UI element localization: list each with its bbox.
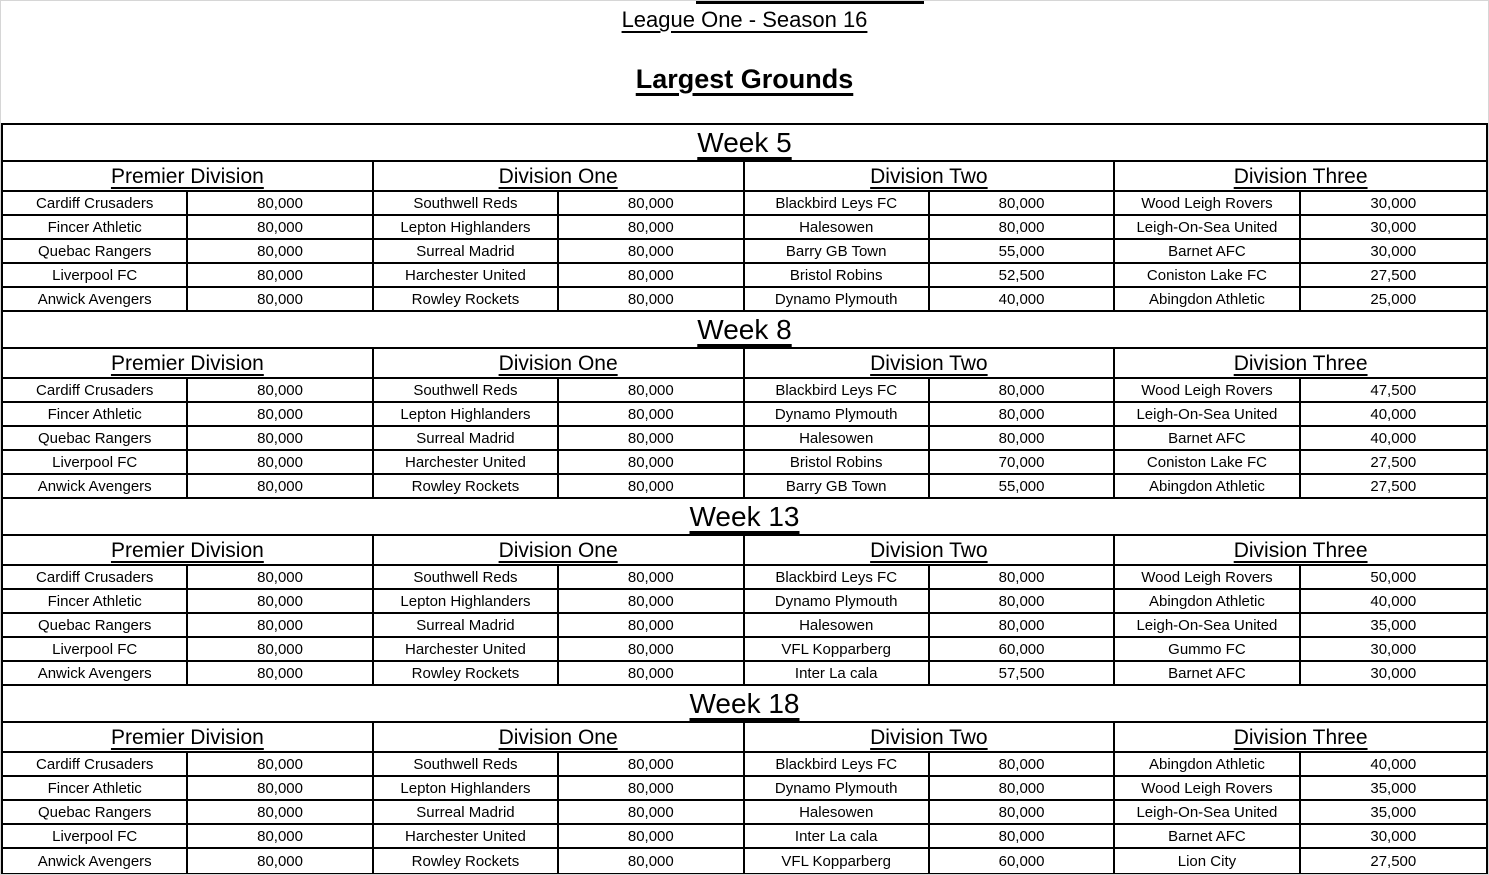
team-name-cell: Surreal Madrid — [374, 614, 559, 638]
capacity-cell: 80,000 — [188, 475, 373, 499]
team-name-cell: Halesowen — [745, 216, 930, 240]
team-name-cell: Abingdon Athletic — [1115, 475, 1300, 499]
week-section — [3, 499, 1486, 686]
team-name-cell: Leigh-On-Sea United — [1115, 216, 1300, 240]
division-header-cell — [374, 536, 745, 564]
division-header-cell — [1115, 349, 1486, 377]
capacity-cell: 80,000 — [188, 825, 373, 849]
division-header-row — [3, 162, 1486, 192]
division-header-label: Premier Division — [110, 351, 264, 375]
capacity-cell: 80,000 — [188, 240, 373, 264]
table-row — [3, 662, 1486, 686]
team-name-cell: Barnet AFC — [1115, 427, 1300, 451]
team-name-cell: Surreal Madrid — [374, 427, 559, 451]
table-row — [3, 192, 1486, 216]
capacity-cell: 27,500 — [1301, 264, 1486, 288]
division-header-cell — [374, 162, 745, 190]
division-header-label: Division One — [498, 164, 618, 188]
team-name-cell: Cardiff Crusaders — [3, 379, 188, 403]
capacity-cell: 70,000 — [930, 451, 1115, 475]
team-name-cell: Surreal Madrid — [374, 240, 559, 264]
clipped-content-artifact — [696, 1, 924, 4]
team-name-cell: Cardiff Crusaders — [3, 192, 188, 216]
team-name-cell: Blackbird Leys FC — [745, 753, 930, 777]
capacity-cell: 47,500 — [1301, 379, 1486, 403]
report-header — [1, 1, 1488, 123]
capacity-cell: 40,000 — [1301, 403, 1486, 427]
capacity-cell: 80,000 — [559, 801, 744, 825]
capacity-cell: 80,000 — [930, 216, 1115, 240]
capacity-cell: 30,000 — [1301, 825, 1486, 849]
week-title: Week 8 — [697, 313, 792, 345]
capacity-cell: 60,000 — [930, 849, 1115, 873]
team-name-cell: Halesowen — [745, 427, 930, 451]
team-name-cell: Dynamo Plymouth — [745, 777, 930, 801]
team-name-cell: Coniston Lake FC — [1115, 264, 1300, 288]
team-name-cell: Dynamo Plymouth — [745, 403, 930, 427]
team-name-cell: Blackbird Leys FC — [745, 192, 930, 216]
table-row — [3, 216, 1486, 240]
team-name-cell: Barnet AFC — [1115, 240, 1300, 264]
table-row — [3, 403, 1486, 427]
table-row — [3, 801, 1486, 825]
capacity-cell: 80,000 — [188, 662, 373, 686]
team-name-cell: Barnet AFC — [1115, 825, 1300, 849]
capacity-cell: 80,000 — [559, 638, 744, 662]
team-name-cell: Quebac Rangers — [3, 427, 188, 451]
division-header-cell — [745, 162, 1116, 190]
table-row — [3, 590, 1486, 614]
table-row — [3, 288, 1486, 312]
week-title-row — [3, 312, 1486, 349]
division-header-cell — [374, 723, 745, 751]
division-header-label: Division Three — [1233, 351, 1368, 375]
division-header-row — [3, 349, 1486, 379]
division-header-row — [3, 723, 1486, 753]
capacity-cell: 57,500 — [930, 662, 1115, 686]
capacity-cell: 80,000 — [930, 777, 1115, 801]
division-header-cell — [1115, 723, 1486, 751]
capacity-cell: 80,000 — [559, 475, 744, 499]
capacity-cell: 80,000 — [930, 753, 1115, 777]
team-name-cell: Wood Leigh Rovers — [1115, 379, 1300, 403]
capacity-cell: 35,000 — [1301, 614, 1486, 638]
week-title: Week 18 — [689, 687, 800, 719]
division-header-cell — [745, 536, 1116, 564]
capacity-cell: 80,000 — [559, 216, 744, 240]
team-name-cell: Southwell Reds — [374, 566, 559, 590]
team-name-cell: Harchester United — [374, 451, 559, 475]
capacity-cell: 80,000 — [188, 192, 373, 216]
capacity-cell: 80,000 — [188, 288, 373, 312]
team-name-cell: Anwick Avengers — [3, 288, 188, 312]
week-title: Week 13 — [689, 500, 800, 532]
division-header-row — [3, 536, 1486, 566]
team-name-cell: Wood Leigh Rovers — [1115, 192, 1300, 216]
table-row — [3, 427, 1486, 451]
division-header-cell — [745, 349, 1116, 377]
capacity-cell: 27,500 — [1301, 451, 1486, 475]
week-section — [3, 125, 1486, 312]
division-header-cell — [3, 723, 374, 751]
division-header-label: Division One — [498, 725, 618, 749]
team-name-cell: Dynamo Plymouth — [745, 288, 930, 312]
capacity-cell: 80,000 — [188, 403, 373, 427]
division-header-cell — [1115, 162, 1486, 190]
capacity-cell: 80,000 — [188, 264, 373, 288]
table-row — [3, 753, 1486, 777]
capacity-cell: 80,000 — [930, 427, 1115, 451]
capacity-cell: 30,000 — [1301, 192, 1486, 216]
team-name-cell: Lepton Highlanders — [374, 777, 559, 801]
capacity-cell: 80,000 — [930, 801, 1115, 825]
team-name-cell: VFL Kopparberg — [745, 849, 930, 873]
capacity-cell: 80,000 — [559, 777, 744, 801]
division-header-label: Division Two — [870, 538, 988, 562]
team-name-cell: Southwell Reds — [374, 753, 559, 777]
team-name-cell: Harchester United — [374, 638, 559, 662]
team-name-cell: Barry GB Town — [745, 240, 930, 264]
table-row — [3, 777, 1486, 801]
capacity-cell: 80,000 — [188, 753, 373, 777]
team-name-cell: Wood Leigh Rovers — [1115, 566, 1300, 590]
capacity-cell: 80,000 — [559, 566, 744, 590]
capacity-cell: 80,000 — [188, 801, 373, 825]
division-header-label: Division Two — [870, 351, 988, 375]
team-name-cell: Quebac Rangers — [3, 614, 188, 638]
week-title-row — [3, 499, 1486, 536]
team-name-cell: Leigh-On-Sea United — [1115, 801, 1300, 825]
team-name-cell: Quebac Rangers — [3, 240, 188, 264]
table-row — [3, 264, 1486, 288]
team-name-cell: Rowley Rockets — [374, 662, 559, 686]
team-name-cell: Abingdon Athletic — [1115, 590, 1300, 614]
capacity-cell: 80,000 — [188, 451, 373, 475]
capacity-cell: 80,000 — [559, 614, 744, 638]
team-name-cell: Fincer Athletic — [3, 403, 188, 427]
capacity-cell: 80,000 — [930, 379, 1115, 403]
team-name-cell: Anwick Avengers — [3, 662, 188, 686]
capacity-cell: 80,000 — [930, 825, 1115, 849]
division-header-cell — [374, 349, 745, 377]
capacity-cell: 25,000 — [1301, 288, 1486, 312]
division-header-label: Division Two — [870, 725, 988, 749]
table-row — [3, 475, 1486, 499]
capacity-cell: 80,000 — [559, 849, 744, 873]
capacity-cell: 30,000 — [1301, 662, 1486, 686]
capacity-cell: 80,000 — [559, 753, 744, 777]
team-name-cell: Rowley Rockets — [374, 849, 559, 873]
capacity-cell: 80,000 — [930, 614, 1115, 638]
capacity-cell: 30,000 — [1301, 638, 1486, 662]
capacity-cell: 80,000 — [559, 288, 744, 312]
team-name-cell: Inter La cala — [745, 662, 930, 686]
capacity-cell: 80,000 — [188, 379, 373, 403]
team-name-cell: Blackbird Leys FC — [745, 379, 930, 403]
team-name-cell: Quebac Rangers — [3, 801, 188, 825]
team-name-cell: Lepton Highlanders — [374, 216, 559, 240]
team-name-cell: Fincer Athletic — [3, 216, 188, 240]
capacity-cell: 27,500 — [1370, 852, 1417, 870]
team-name-cell: Wood Leigh Rovers — [1115, 777, 1300, 801]
team-name-cell: Southwell Reds — [374, 192, 559, 216]
capacity-cell: 30,000 — [1301, 240, 1486, 264]
capacity-cell: 40,000 — [930, 288, 1115, 312]
table-row — [3, 566, 1486, 590]
team-name-cell: Blackbird Leys FC — [745, 566, 930, 590]
capacity-cell: 80,000 — [559, 825, 744, 849]
team-name-cell: Leigh-On-Sea United — [1115, 403, 1300, 427]
table-row — [3, 240, 1486, 264]
page-title: League One - Season 16 — [621, 7, 868, 32]
capacity-cell: 80,000 — [188, 216, 373, 240]
table-row — [3, 825, 1486, 849]
team-name-cell: Barry GB Town — [745, 475, 930, 499]
team-name-cell: Liverpool FC — [3, 451, 188, 475]
table-row — [3, 849, 1486, 873]
team-name-cell: Lepton Highlanders — [374, 403, 559, 427]
team-name-cell: Rowley Rockets — [374, 288, 559, 312]
team-name-cell: Fincer Athletic — [3, 590, 188, 614]
capacity-cell: 50,000 — [1301, 566, 1486, 590]
team-name-cell: Bristol Robins — [745, 451, 930, 475]
team-name-cell: Liverpool FC — [3, 825, 188, 849]
capacity-cell: 55,000 — [930, 475, 1115, 499]
capacity-cell: 60,000 — [930, 638, 1115, 662]
capacity-cell: 40,000 — [1301, 753, 1486, 777]
team-name-cell: Dynamo Plymouth — [745, 590, 930, 614]
capacity-cell: 35,000 — [1301, 801, 1486, 825]
capacity-cell: 80,000 — [188, 614, 373, 638]
capacity-cell: 80,000 — [188, 590, 373, 614]
week-title: Week 5 — [697, 126, 792, 158]
division-header-label: Division One — [498, 538, 618, 562]
team-name-cell: Barnet AFC — [1115, 662, 1300, 686]
division-header-label: Division Three — [1233, 538, 1368, 562]
team-name-cell: Lepton Highlanders — [374, 590, 559, 614]
team-name-cell: Abingdon Athletic — [1115, 288, 1300, 312]
capacity-cell: 80,000 — [559, 264, 744, 288]
division-header-label: Division One — [498, 351, 618, 375]
capacity-cell: 30,000 — [1301, 216, 1486, 240]
team-name-cell: Surreal Madrid — [374, 801, 559, 825]
team-name-cell: Lion City — [1115, 849, 1300, 873]
team-name-cell: Halesowen — [745, 614, 930, 638]
division-header-label: Division Three — [1233, 164, 1368, 188]
team-name-cell: Liverpool FC — [3, 638, 188, 662]
week-title-row — [3, 125, 1486, 162]
capacity-cell: 80,000 — [930, 192, 1115, 216]
team-name-cell: Fincer Athletic — [3, 777, 188, 801]
capacity-cell: 40,000 — [1301, 427, 1486, 451]
team-name-cell: Gummo FC — [1115, 638, 1300, 662]
team-name-cell: Cardiff Crusaders — [3, 566, 188, 590]
division-header-label: Division Two — [870, 164, 988, 188]
team-name-cell: Bristol Robins — [745, 264, 930, 288]
team-name-cell: Harchester United — [374, 264, 559, 288]
capacity-cell: 80,000 — [559, 379, 744, 403]
capacity-cell: 80,000 — [559, 662, 744, 686]
division-header-cell — [1115, 536, 1486, 564]
grounds-report-table — [1, 123, 1488, 875]
team-name-cell: Rowley Rockets — [374, 475, 559, 499]
division-header-cell — [3, 536, 374, 564]
capacity-cell: 40,000 — [1301, 590, 1486, 614]
team-name-cell: Inter La cala — [745, 825, 930, 849]
capacity-cell: 80,000 — [559, 403, 744, 427]
team-name-cell: Cardiff Crusaders — [3, 753, 188, 777]
team-name-cell: Southwell Reds — [374, 379, 559, 403]
division-header-cell — [745, 723, 1116, 751]
division-header-cell — [3, 349, 374, 377]
team-name-cell: Coniston Lake FC — [1115, 451, 1300, 475]
table-row — [3, 451, 1486, 475]
week-section — [3, 686, 1486, 873]
team-name-cell: VFL Kopparberg — [745, 638, 930, 662]
capacity-cell: 80,000 — [559, 451, 744, 475]
team-name-cell: Halesowen — [745, 801, 930, 825]
team-name-cell: Abingdon Athletic — [1115, 753, 1300, 777]
capacity-cell: 55,000 — [930, 240, 1115, 264]
capacity-cell: 80,000 — [188, 638, 373, 662]
division-header-label: Division Three — [1233, 725, 1368, 749]
capacity-cell: 52,500 — [930, 264, 1115, 288]
capacity-cell: 80,000 — [188, 427, 373, 451]
division-header-label: Premier Division — [110, 164, 264, 188]
capacity-cell: 35,000 — [1301, 777, 1486, 801]
team-name-cell: Anwick Avengers — [3, 849, 188, 873]
week-section — [3, 312, 1486, 499]
table-row — [3, 614, 1486, 638]
division-header-label: Premier Division — [110, 725, 264, 749]
capacity-cell: 80,000 — [559, 590, 744, 614]
capacity-cell: 80,000 — [930, 403, 1115, 427]
table-row — [3, 638, 1486, 662]
division-header-label: Premier Division — [110, 538, 264, 562]
capacity-cell: 80,000 — [930, 566, 1115, 590]
capacity-cell: 27,500 — [1301, 475, 1486, 499]
capacity-cell: 80,000 — [188, 566, 373, 590]
table-row — [3, 379, 1486, 403]
team-name-cell: Anwick Avengers — [3, 475, 188, 499]
week-title-row — [3, 686, 1486, 723]
team-name-cell: Harchester United — [374, 825, 559, 849]
team-name-cell: Leigh-On-Sea United — [1115, 614, 1300, 638]
capacity-cell: 80,000 — [559, 192, 744, 216]
division-header-cell — [3, 162, 374, 190]
capacity-cell: 80,000 — [930, 590, 1115, 614]
capacity-cell: 80,000 — [559, 240, 744, 264]
capacity-cell: 80,000 — [188, 849, 373, 873]
capacity-cell: 80,000 — [559, 427, 744, 451]
page-subtitle: Largest Grounds — [635, 63, 854, 94]
team-name-cell: Liverpool FC — [3, 264, 188, 288]
capacity-cell: 80,000 — [188, 777, 373, 801]
